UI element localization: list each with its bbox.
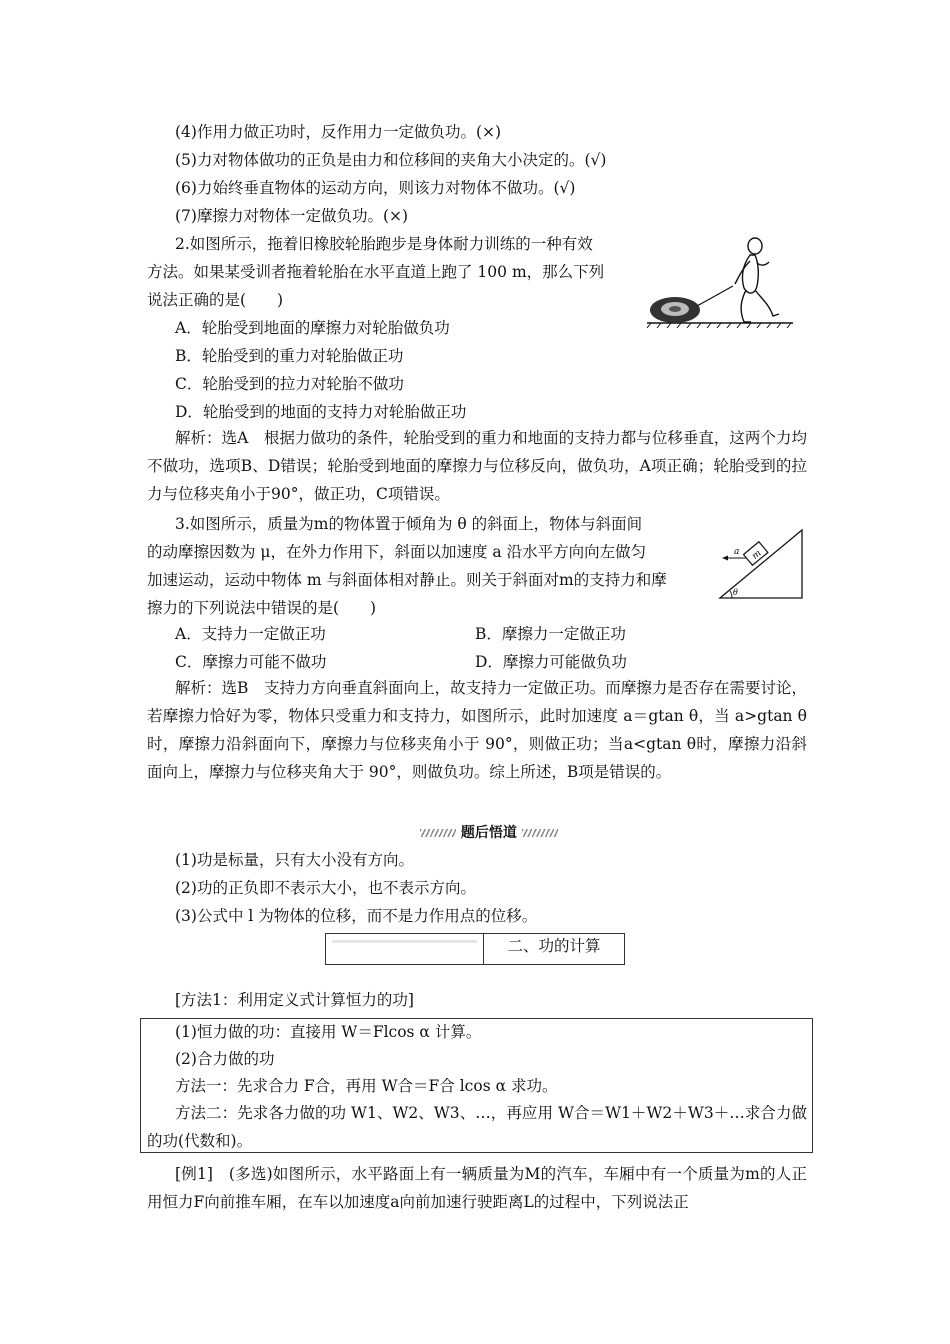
hatch-right-icon <box>522 829 558 837</box>
accel-label: a <box>734 547 740 557</box>
hatch-left-icon <box>420 829 456 837</box>
angle-label: θ <box>733 588 738 597</box>
method1-line-1: (1)恒力做的功：直接用 W＝Flcos α 计算。 <box>175 1023 482 1041</box>
method1-line-2: (2)合力做的功 <box>175 1050 275 1068</box>
insight-item-3: (3)公式中 l 为物体的位移，而不是力作用点的位移。 <box>175 907 538 925</box>
method1-title: [方法1：利用定义式计算恒力的功] <box>175 991 414 1009</box>
method1-line-4: 方法二：先求各力做的功 W1、W2、W3、…，再应用 W合＝W1＋W2＋W3＋…求合力做的功(代数和)。 <box>147 1104 807 1150</box>
arrowhead-icon <box>722 556 728 561</box>
incline-figure <box>718 528 808 600</box>
q2-analysis: 解析：选A 根据力做功的条件，轮胎受到的重力和地面的支持力都与位移垂直，这两个力均不做功，选项B、D错误；轮胎受到地面的摩擦力与位移反向，做负功，A项正确；轮胎受到的拉力与位移夹角小于90°，做正功，C项错误。 <box>147 429 807 503</box>
q2-stem-line-2: 方法。如果某受训者拖着轮胎在水平直道上跑了 100 m，那么下列 <box>147 263 605 281</box>
q3-option-a: A．支持力一定做正功 <box>175 625 326 643</box>
svg-text:m: m <box>750 548 764 562</box>
insight-item-1: (1)功是标量，只有大小没有方向。 <box>175 851 414 869</box>
q2-option-b: B．轮胎受到的重力对轮胎做正功 <box>175 347 404 365</box>
method1-box <box>140 1018 813 1153</box>
insight-item-2: (2)功的正负即不表示大小，也不表示方向。 <box>175 879 476 897</box>
q2-option-c: C．轮胎受到的拉力对轮胎不做功 <box>175 375 404 393</box>
q3-stem-line-3: 加速运动，运动中物体 m 与斜面体相对静止。则关于斜面对m的支持力和摩 <box>147 571 667 589</box>
runner-tire-figure <box>645 228 795 328</box>
q2-option-a: A．轮胎受到地面的摩擦力对轮胎做负功 <box>175 319 450 337</box>
section-title: 二、功的计算 <box>507 937 601 955</box>
section-title-box <box>325 933 625 965</box>
q2-option-d: D．轮胎受到的地面的支持力对轮胎做正功 <box>175 403 467 421</box>
rope-icon <box>697 286 733 306</box>
runner-icon <box>735 238 779 322</box>
judgment-4: (4)作用力做正功时，反作用力一定做负功。(×) <box>175 123 502 141</box>
judgment-7: (7)摩擦力对物体一定做负功。(×) <box>175 207 409 225</box>
q3-option-c: C．摩擦力可能不做功 <box>175 653 327 671</box>
insight-heading: 题后悟道 <box>420 822 558 842</box>
angle-arc-icon <box>730 591 732 598</box>
q2-stem-line-3: 说法正确的是( ) <box>147 291 284 309</box>
q3-option-d: D．摩擦力可能做负功 <box>475 653 627 671</box>
judgment-6: (6)力始终垂直物体的运动方向，则该力对物体不做功。(√) <box>175 179 576 197</box>
judgment-5: (5)力对物体做功的正负是由力和位移间的夹角大小决定的。(√) <box>175 151 607 169</box>
section-title-left-cell <box>326 934 484 964</box>
method1-line-3: 方法一：先求合力 F合，再用 W合＝F合 lcos α 求功。 <box>175 1077 558 1095</box>
q3-option-b: B．摩擦力一定做正功 <box>475 625 626 643</box>
q3-stem-line-2: 的动摩擦因数为 μ，在外力作用下，斜面以加速度 a 沿水平方向向左做匀 <box>147 543 647 561</box>
tire-icon <box>650 297 700 323</box>
example-1: [例1] (多选)如图所示，水平路面上有一辆质量为M的汽车，车厢中有一个质量为m的人正用恒力F向前推车厢，在车以加速度a向前加速行驶距离L的过程中，下列说法正 <box>147 1165 807 1211</box>
q3-analysis: 解析：选B 支持力方向垂直斜面向上，故支持力一定做正功。而摩擦力是否存在需要讨论，若摩擦力恰好为零，物体只受重力和支持力，如图所示，此时加速度 a＝gtan θ，当 a>gtan θ时，摩擦力沿斜面向下，摩擦力与位移夹角小于 90°，则做正功；当a<gtan θ时，摩擦力沿斜面向上，摩擦力与位移夹角大于 90°，则做负功。综上所述，B项是错误的。 <box>147 679 807 781</box>
q3-stem-line-1: 3.如图所示，质量为m的物体置于倾角为 θ 的斜面上，物体与斜面间 <box>175 515 643 533</box>
q3-stem-line-4: 擦力的下列说法中错误的是( ) <box>147 599 377 617</box>
q2-stem-line-1: 2.如图所示，拖着旧橡胶轮胎跑步是身体耐力训练的一种有效 <box>175 235 593 253</box>
